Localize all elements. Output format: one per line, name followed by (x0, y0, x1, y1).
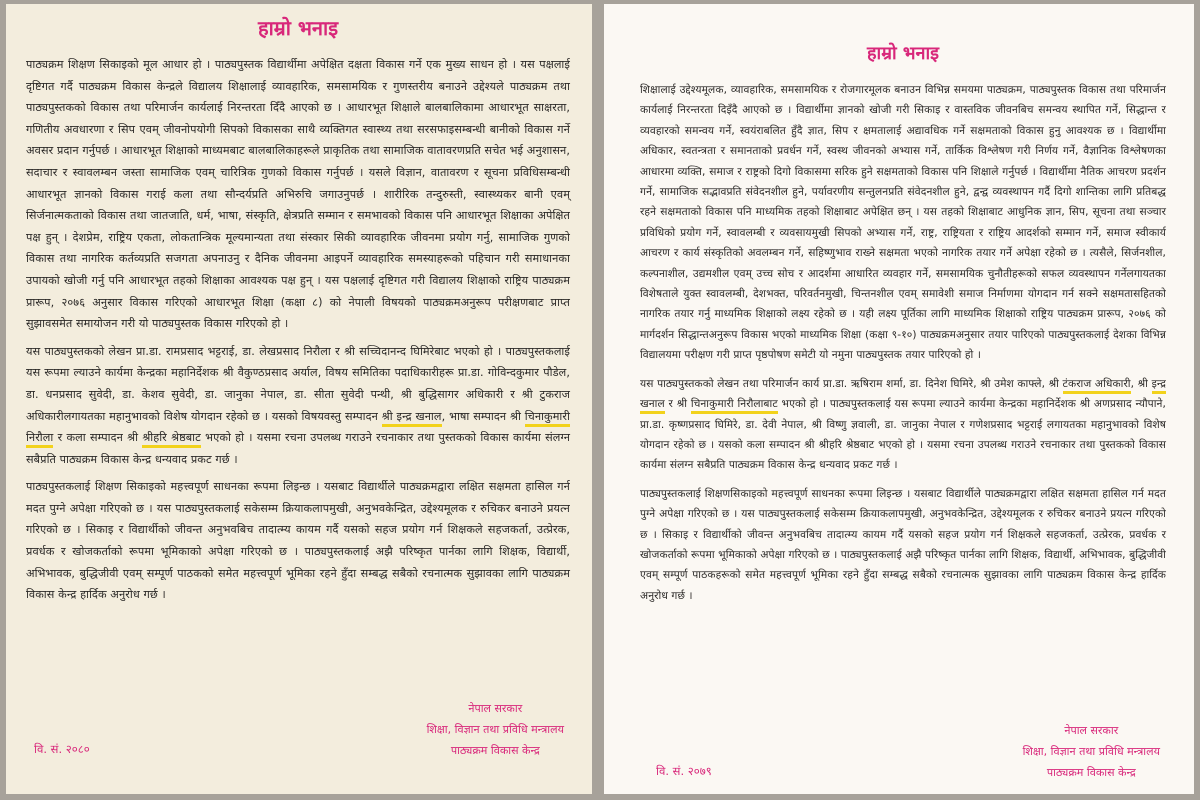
paragraph-credits (640, 374, 1166, 476)
credits-text: र कला सम्पादन श्री (53, 431, 143, 445)
signature-center: पाठ्यक्रम विकास केन्द्र (450, 744, 540, 757)
preface-page-left (6, 4, 592, 794)
paragraph-intro: शिक्षालाई उद्देश्यमूलक, व्यावहारिक, समसामयिक र रोजगारमूलक बनाउन विभिन्न समयमा पाठ्यक्रम, पाठ्यपुस्तक विकास तथा परिमार्जन कार्यलाई निरन्तरता दिइँदै आएको छ । विद्यार्थीमा ज्ञानको खोजी गरी सिकाइ र वास्तविक जीवनबिच समन्वय स्थापित गर्ने, सिद्धान्त र व्यवहारको समन्वय गर्ने, स्वयंराबलित हुँदै ज्ञात, सिप र क्षमतालाई अद्यावधिक गर्ने सक्षमताको विकास हुनु आवश्यक छ । विद्यार्थीमा अधिकार, स्वतन्त्रता र समानताको प्रवर्धन गर्ने, स्वस्थ जीवनको अभ्यास गर्ने, तार्किक विश्लेषण गरी निर्णय गर्ने, वैज्ञानिक विश्लेषणका आधारमा व्यक्ति, समाज र राष्ट्रको दिगो विकासमा सरिक हुने सक्षमताको विकास पनि शिक्षाले गर्नुपर्छ । विद्यार्थीमा नैतिक आचरण प्रदर्शन गर्ने, सामाजिक सद्भावप्रति संवेदनशील हुने, पर्यावरणीय सन्तुलनप्रति संवेदनशील हुने, द्वन्द्व व्यवस्थापन गर्दै दिगो शान्तिका लागि प्रतिबद्ध रहने सक्षमताको विकास पनि माध्यमिक तहको शिक्षाबाट अपेक्षित छन् । यस तहको शिक्षाबाट आधुनिक ज्ञान, सिप, सूचना तथा सञ्चार प्रविधिको प्रयोग गर्ने, स्वावलम्बी र व्यवसायमुखी सिपको अभ्यास गर्ने, राष्ट्र, राष्ट्रियता र राष्ट्रिय आदर्शको सम्मान गर्ने, समाज स्वीकार्य आचरण र कार्य संस्कृतिको अवलम्बन गर्ने, सहिष्णुभाव राख्ने सक्षमता भएको नागरिक तयार गर्ने अपेक्षा रहेको छ । त्यसैले, सिर्जनशील, कल्पनाशील, उद्यमशील एवम् उच्च सोच र आदर्शमा आधारित व्यवहार गर्ने, समसामयिक चुनौतीहरूको सफल व्यवस्थापन गर्नेलगायतका विशेषताले युक्त स्वावलम्बी, देशभक्त, परिवर्तनमुखी, चिन्तनशील एवम् समावेशी समाज निर्माणमा योगदान गर्न सक्ने सक्षमतासहितको नागरिक तयार गर्नु माध्यमिक शिक्षाको लक्ष्य रहेको छ । यही लक्ष्य पूर्तिका लागि माध्यमिक शिक्षाको राष्ट्रिय पाठ्यक्रम प्रारूप, २०७६ को मार्गदर्शन सिद्धान्तअनुरूप विकास भएको माध्यमिक शिक्षा (कक्षा ९-१०) पाठ्यक्रमअनुसार तयार पारिएको पाठ्यपुस्तकलाई देशका विभिन्न विद्यालयमा परीक्षण गरी प्राप्त पृष्ठपोषण समेटी यो नमुना पाठ्यपुस्तक तयार पारिएको हो । (640, 84, 1166, 362)
credits-text: भएको हो । यसमा रचना उपलब्ध गराउने रचनाकार तथा पुस्तकको विकास कार्यमा संलग्न सबैप्रति पाठ्यक्रम विकास केन्द्र धन्यवाद प्रकट गर्छ । (26, 431, 570, 466)
signature-block (1023, 720, 1160, 783)
signature-ministry: शिक्षा, विज्ञान तथा प्रविधि मन्त्रालय (426, 723, 564, 736)
paragraph-intro: पाठ्यक्रम शिक्षण सिकाइको मूल आधार हो । पाठ्यपुस्तक विद्यार्थीमा अपेक्षित दक्षता विकास गर्ने एक मुख्य साधन हो । यस पक्षलाई दृष्टिगत गर्दै पाठ्यक्रम विकास केन्द्रले विद्यालय शिक्षालाई व्यावहारिक, समसामयिक र गुणस्तरीय बनाउने उद्देश्यले पाठ्यक्रम तथा पाठ्यपुस्तकको विकास तथा परिमार्जन कार्यलाई निरन्तरता दिँदै आएको छ । आधारभूत शिक्षाले बालबालिकामा आधारभूत साक्षरता, गणितीय अवधारणा र सिप एवम् जीवनोपयोगी सिपको विकासका साथै व्यक्तिगत स्वास्थ्य तथा सरसफाइसम्बन्धी बानीको विकास गर्ने अवसर प्रदान गर्नुपर्छ । आधारभूत शिक्षाको माध्यमबाट बालबालिकाहरूले प्राकृतिक तथा सामाजिक वातावरणप्रति सचेत भई अनुशासन, सदाचार र स्वावलम्बन जस्ता सामाजिक एवम् चारित्रिक गुणको विकास गर्नुपर्छ । यसले विज्ञान, वातावरण र सूचना प्रविधिसम्बन्धी आधारभूत ज्ञानको विकास गराई कला तथा सौन्दर्यप्रति अभिरुचि जगाउनुपर्छ । शारीरिक तन्दुरुस्ती, स्वास्थ्यकर बानी एवम् सिर्जनात्मकताको विकास तथा जातजाति, धर्म, भाषा, संस्कृति, क्षेत्रप्रति सम्मान र समभावको विकास पनि आधारभूत शिक्षाका अपेक्षित पक्ष हुन् । देशप्रेम, राष्ट्रिय एकता, लोकतान्त्रिक मूल्यमान्यता तथा संस्कार सिकी व्यावहारिक जीवनमा प्रयोग गर्नु, सामाजिक गुणको विकास तथा नागरिक कर्तव्यप्रति सजगता अपनाउनु र दैनिक जीवनमा आइपर्ने व्यावहारिक समस्याहरूको पहिचान गरी समाधानका उपायको खोजी गर्नु पनि आधारभूत तहको शिक्षाका आवश्यक पक्ष हुन् । यस पक्षलाई दृष्टिगत गरी विद्यालय शिक्षाको राष्ट्रिय पाठ्यक्रम प्रारूप, २०७६ अनुसार विकास गरिएको आधारभूत शिक्षा (कक्षा ८) को नेपाली विषयको पाठ्यक्रमअनुरूप परीक्षणबाट प्राप्त सुझावसमेत समायोजन गरी यो पाठ्यपुस्तक विकास गरिएको हो । (26, 58, 570, 331)
page-title: हाम्रो भनाइ (257, 16, 339, 40)
highlighted-name-2: इन्द्र खनाल (640, 378, 1166, 414)
signature-ministry: शिक्षा, विज्ञान तथा प्रविधि मन्त्रालय (1022, 745, 1160, 758)
credits-text: र श्री (664, 398, 691, 411)
highlighted-name-1: टंकराज अधिकारी (1063, 378, 1131, 394)
credits-text: , भाषा सम्पादन श्री (441, 409, 525, 423)
highlighted-name-3: चिनाकुमारी निरौलाबाट (691, 398, 778, 414)
highlighted-name-2: चिनाकुमारी निरौला (26, 410, 570, 449)
credits-text: भएको हो । पाठ्यपुस्तकलाई यस रूपमा ल्याउने कार्यमा केन्द्रका महानिर्देशक श्री अणप्रसाद न्यौपाने, प्रा.डा. कृष्णप्रसाद घिमिरे, डा. देवी नेपाल, श्री विष्णु ज्ञवाली, डा. जानुका नेपाल र गणेशप्रसाद भट्टराई लगायतका महानुभावको विशेष योगदान रहेको छ । यसको कला सम्पादन श्री श्रीहरि श्रेष्ठबाट भएको हो । यसमा रचना उपलब्ध गराउने रचनाकार तथा पुस्तकको विकास कार्यमा संलग्न सबैप्रति पाठ्यक्रम विकास केन्द्र धन्यवाद प्रकट गर्छ । (640, 398, 1166, 472)
signature-center: पाठ्यक्रम विकास केन्द्र (1046, 766, 1136, 779)
page-title: हाम्रो भनाइ (866, 43, 940, 64)
credits-text: , श्री (1130, 377, 1152, 390)
date-label: वि. सं. २०८० (34, 742, 90, 756)
highlighted-name-1: श्री इन्द्र खनाल (382, 410, 442, 427)
highlighted-name-3: श्रीहरि श्रेष्ठबाट (142, 431, 201, 448)
credits-text: यस पाठ्यपुस्तकको लेखन तथा परिमार्जन कार्य प्रा.डा. ऋषिराम शर्मा, डा. दिनेश घिमिरे, श्री उमेश काफ्ले, श्री (640, 377, 1063, 390)
preface-page-right (604, 4, 1194, 794)
credits-text: यस पाठ्यपुस्तकको लेखन प्रा.डा. रामप्रसाद भट्टराई, डा. लेखप्रसाद निरौला र श्री सच्चिदानन्द घिमिरेबाट भएको हो । पाठ्यपुस्तकलाई यस रूपमा ल्याउने कार्यमा केन्द्रका महानिर्देशक श्री वैकुण्ठप्रसाद अर्याल, विषय समितिका पदाधिकारीहरू प्रा.डा. गोविन्दकुमार पौडेल, डा. धनप्रसाद सुवेदी, डा. केशव सुवेदी, डा. जानुका नेपाल, डा. सीता सुवेदी पन्थी, श्री बुद्धिसागर अधिकारी र श्री टुकराज अधिकारीलगायतका महानुभावको विशेष योगदान रहेको छ । यसको विषयवस्तु सम्पादन (26, 344, 570, 423)
signature-government: नेपाल सरकार (468, 702, 523, 715)
signature-block (427, 698, 564, 761)
paragraph-closing: पाठ्यपुस्तकलाई शिक्षण सिकाइको महत्त्वपूर्ण साधनका रूपमा लिइन्छ । यसबाट विद्यार्थीले पाठ्यक्रमद्वारा लक्षित सक्षमता हासिल गर्न मदत पुग्ने अपेक्षा गरिएको छ । यस पाठ्यपुस्तकलाई सकेसम्म क्रियाकलापमुखी, अनुभवकेन्द्रित, उद्देश्यमूलक र रुचिकर बनाउने प्रयत्न गरिएको छ । सिकाइ र विद्यार्थीको जीवन्त अनुभवबिच तादात्म्य कायम गर्दै यसको सहज प्रयोग गर्न शिक्षकले सहजकर्ता, उत्प्रेरक, प्रवर्धक र खोजकर्ताको रूपमा भूमिकाको अपेक्षा गरिएको छ । पाठ्यपुस्तकलाई अझै परिष्कृत पार्नका लागि शिक्षक, विद्यार्थी, अभिभावक, बुद्धिजीवी एवम् सम्पूर्ण पाठकको समेत महत्त्वपूर्ण भूमिका रहने हुँदा सम्बद्ध सबैको रचनात्मक सुझावका लागि पाठ्यक्रम विकास केन्द्र हार्दिक अनुरोध गर्छ । (26, 480, 570, 602)
date-label: वि. सं. २०७९ (656, 764, 712, 778)
paragraph-credits (26, 341, 570, 471)
paragraph-closing: पाठ्यपुस्तकलाई शिक्षणसिकाइको महत्त्वपूर्ण साधनका रूपमा लिइन्छ । यसबाट विद्यार्थीले पाठ्यक्रमद्वारा लक्षित सक्षमता हासिल गर्न मदत पुग्ने अपेक्षा गरिएको छ । यस पाठ्यपुस्तकलाई सकेसम्म क्रियाकलापमुखी, अनुभवकेन्द्रित, उद्देश्यमूलक र रुचिकर बनाउने प्रयत्न गरिएको छ । सिकाइ र विद्यार्थीको जीवन्त अनुभवबिच तादात्म्य कायम गर्दै यसको सहज प्रयोग गर्न शिक्षकले सहजकर्ता, उत्प्रेरक, प्रवर्धक र खोजकर्ताको रूपमा भूमिकाको अपेक्षा गरिएको छ । पाठ्यपुस्तकलाई अझै परिष्कृत पार्नका लागि शिक्षक, विद्यार्थी, अभिभावक, बुद्धिजीवी एवम् सम्पूर्ण पाठकहरूको समेत महत्त्वपूर्ण भूमिका रहने हुँदा सम्बद्ध सबैको रचनात्मक सुझावका लागि पाठ्यक्रम विकास केन्द्र हार्दिक अनुरोध गर्छ । (640, 487, 1166, 602)
signature-government: नेपाल सरकार (1064, 724, 1119, 737)
